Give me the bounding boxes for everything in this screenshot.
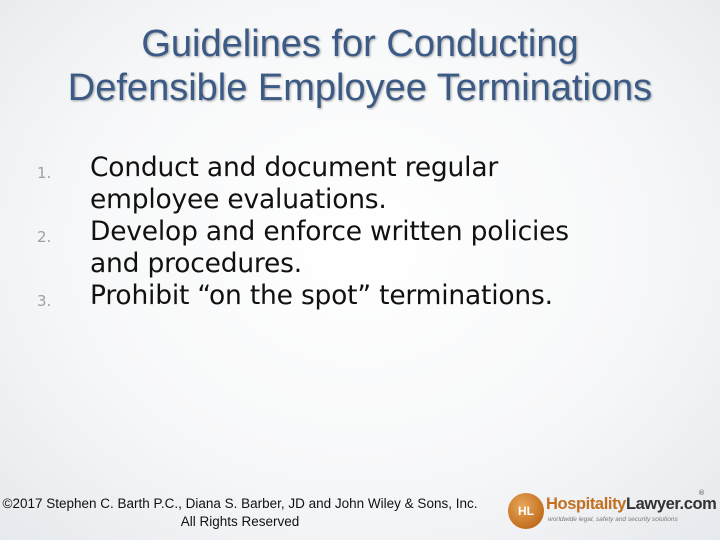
list-item-text-line: Prohibit “on the spot” terminations. xyxy=(90,280,553,311)
logo-tagline: worldwide legal, safety and security solutions xyxy=(548,516,678,523)
list-item-text-line: Conduct and document regular xyxy=(90,152,499,183)
list-item xyxy=(28,280,648,312)
guidelines-list xyxy=(28,152,648,312)
hospitality-lawyer-logo xyxy=(508,489,717,533)
slide-title-line-1: Guidelines for Conducting xyxy=(141,23,579,65)
list-item xyxy=(28,216,648,280)
list-item-text-line: employee evaluations. xyxy=(90,184,387,215)
list-item xyxy=(28,152,648,216)
list-item-number: 3. xyxy=(37,292,52,310)
copyright-line: ©2017 Stephen C. Barth P.C., Diana S. Barber, JD and John Wiley & Sons, Inc. xyxy=(2,496,478,511)
registered-mark: ® xyxy=(698,489,705,497)
list-item-number: 2. xyxy=(37,228,52,246)
logo-wordmark xyxy=(546,495,716,514)
rights-reserved-line: All Rights Reserved xyxy=(180,514,300,529)
slide-title-line-2: Defensible Employee Terminations xyxy=(67,67,653,109)
logo-wordmark-part-1: Hospitality xyxy=(546,495,626,513)
logo-badge-icon: HL xyxy=(508,493,544,529)
copyright-footer xyxy=(0,495,500,531)
logo-wordmark-part-2: Lawyer.com xyxy=(625,495,717,513)
slide-title xyxy=(0,22,720,110)
list-item-text-line: and procedures. xyxy=(90,248,302,279)
list-item-number: 1. xyxy=(37,164,52,182)
list-item-text-line: Develop and enforce written policies xyxy=(90,216,569,247)
